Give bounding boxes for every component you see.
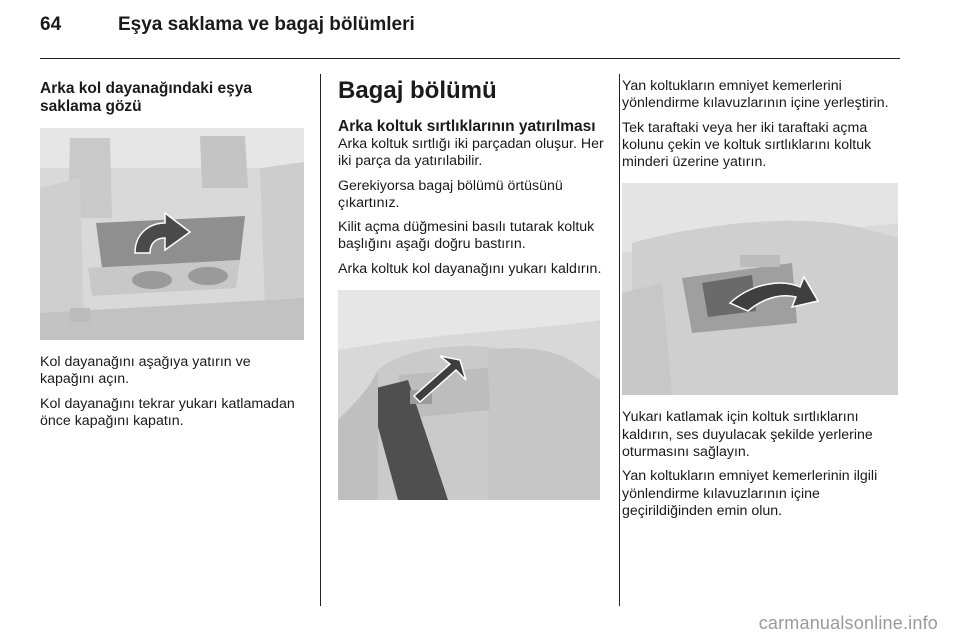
release-lever-para: Tek taraftaki veya her iki taraftaki açma kolunu çekin ve koltuk sırtlıklarını koltuk minderi üzerine yatırın. [622, 119, 872, 171]
fold-up-para: Yukarı katlamak için koltuk sırtlıklarını kaldırın, ses duyulacak şekilde yerlerine oturmasını sağlayın. [622, 409, 873, 461]
belt-check-para: Yan koltukların emniyet kemerlerinin ilgili yönlendirme kılavuzlarının içine geçirildiğinden emin olun. [622, 468, 878, 519]
armrest-illustration [40, 128, 304, 340]
seatback-para-4: Arka koltuk kol dayanağını yukarı kaldırın. [338, 260, 602, 277]
column-middle [338, 78, 604, 514]
seatback-para-3: Kilit açma düğmesini basılı tutarak koltuk başlığını aşağı doğru bastırın. [338, 219, 595, 253]
fold-seatback-heading: Arka koltuk sırtlıklarının yatırılması [338, 118, 596, 135]
section-title: Bagaj bölümü [338, 77, 497, 104]
watermark: carmanualsonline.info [758, 613, 938, 633]
belt-guide-para: Yan koltukların emniyet kemerlerini yönlendirme kılavuzlarının içine yerleştirin. [622, 78, 889, 112]
armrest-storage-heading: Arka kol dayanağındaki eşya saklama gözü [40, 80, 252, 115]
column-right [622, 78, 904, 527]
headrest-illustration [338, 290, 600, 500]
release-lever-illustration [622, 183, 898, 395]
seatback-para-2: Gerekiyorsa bagaj bölümü örtüsünü çıkartınız. [338, 177, 563, 211]
column-divider-2 [619, 74, 620, 606]
running-header: Eşya saklama ve bagaj bölümleri [118, 14, 415, 35]
armrest-step-2: Kol dayanağını tekrar yukarı katlamadan önce kapağını kapatın. [40, 395, 295, 429]
header-rule [40, 58, 900, 59]
page-number: 64 [40, 14, 62, 35]
column-left [40, 78, 304, 437]
seatback-para-1: Arka koltuk sırtlığı iki parçadan oluşur. Her iki parça da yatırılabilir. [338, 136, 604, 170]
armrest-step-1: Kol dayanağını aşağıya yatırın ve kapağını açın. [40, 354, 251, 388]
column-divider-1 [320, 74, 321, 606]
